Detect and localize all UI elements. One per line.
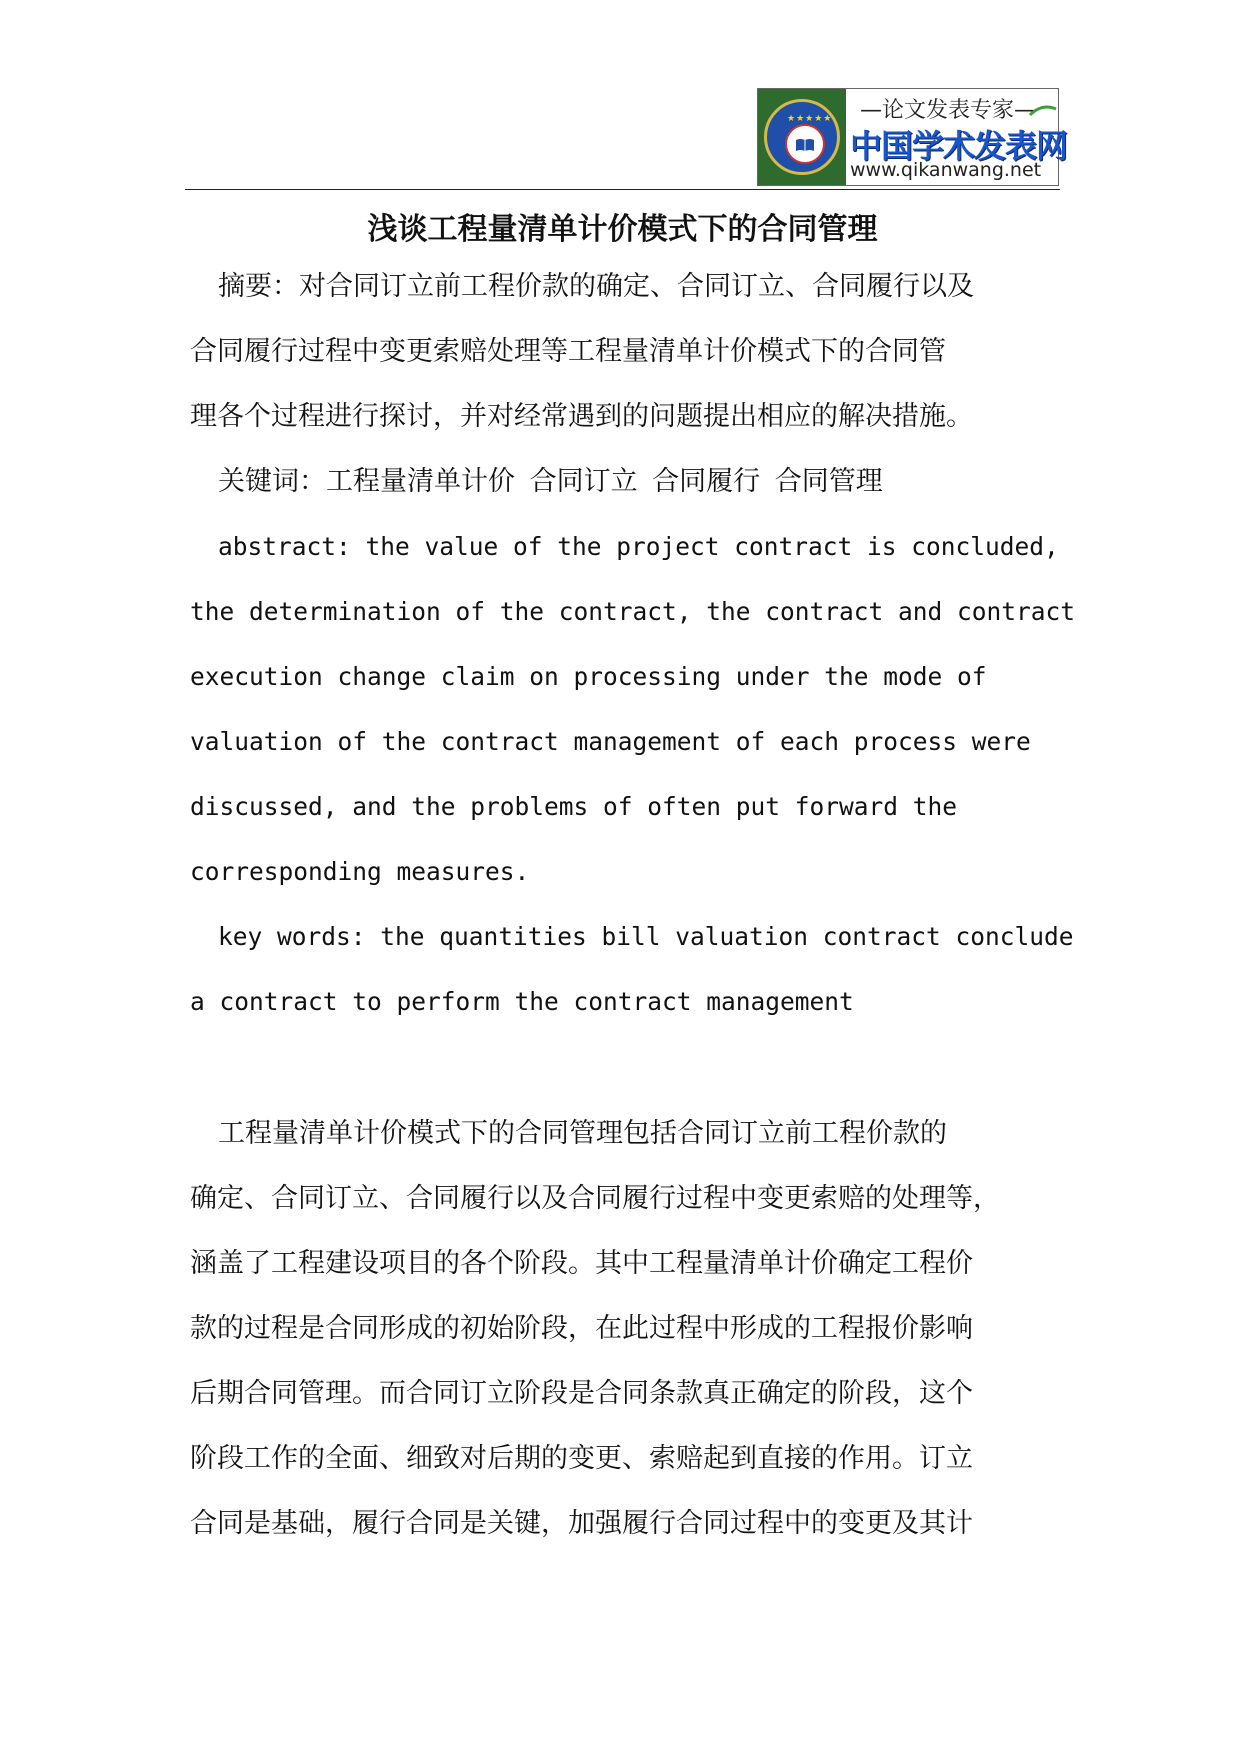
swoosh-icon (1028, 99, 1058, 119)
keywords-en-line: key words: the quantities bill valuation contract conclude (218, 922, 1074, 951)
logo-name: 中国学术发表网 (850, 127, 1068, 165)
body-line: 款的过程是合同形成的初始阶段，在此过程中形成的工程报价影响 (190, 1313, 973, 1344)
logo-tagline: —论文发表专家— (860, 98, 1037, 123)
abstract-en-line: corresponding measures. (190, 857, 530, 886)
paper-title: 浅谈工程量清单计价模式下的合同管理 (367, 212, 878, 247)
abstract-en-line: the determination of the contract, the contract and contract (190, 597, 1076, 626)
abstract-cn-line: 摘要：对合同订立前工程价款的确定、合同订立、合同履行以及 (218, 271, 974, 302)
abstract-cn-line: 合同履行过程中变更索赔处理等工程量清单计价模式下的合同管 (190, 336, 946, 367)
abstract-en-line: valuation of the contract management of each process were (190, 727, 1031, 756)
body-line: 后期合同管理。而合同订立阶段是合同条款真正确定的阶段，这个 (190, 1378, 973, 1409)
logo-url: www.qikanwang.net (850, 159, 1042, 181)
body-line: 涵盖了工程建设项目的各个阶段。其中工程量清单计价确定工程价 (190, 1248, 973, 1279)
abstract-cn-line: 理各个过程进行探讨，并对经常遇到的问题提出相应的解决措施。 (190, 401, 973, 432)
abstract-en (190, 514, 1076, 904)
body-paragraph (190, 1101, 1040, 1556)
seal-emblem-icon: ★★★★★ (758, 89, 846, 185)
logo-wordmark (846, 89, 1068, 185)
abstract-cn (190, 254, 1040, 449)
body-line: 合同是基础，履行合同是关键，加强履行合同过程中的变更及其计 (190, 1508, 973, 1539)
body-line: 阶段工作的全面、细致对后期的变更、索赔起到直接的作用。订立 (190, 1443, 973, 1474)
keywords-en-line: a contract to perform the contract management (190, 987, 854, 1016)
abstract-en-line: abstract: the value of the project contract is concluded, (218, 532, 1059, 561)
abstract-en-line: discussed, and the problems of often put forward the (190, 792, 958, 821)
body-line: 工程量清单计价模式下的合同管理包括合同订立前工程价款的 (218, 1118, 947, 1149)
publisher-logo (757, 88, 1068, 186)
header-divider (185, 189, 1060, 190)
keywords-cn-text: 关键词：工程量清单计价 合同订立 合同履行 合同管理 (218, 466, 883, 497)
abstract-en-line: execution change claim on processing under the mode of (190, 662, 987, 691)
body-line: 确定、合同订立、合同履行以及合同履行过程中变更索赔的处理等， (190, 1183, 1000, 1214)
keywords-en (190, 904, 1074, 1034)
keywords-cn (190, 449, 1040, 514)
